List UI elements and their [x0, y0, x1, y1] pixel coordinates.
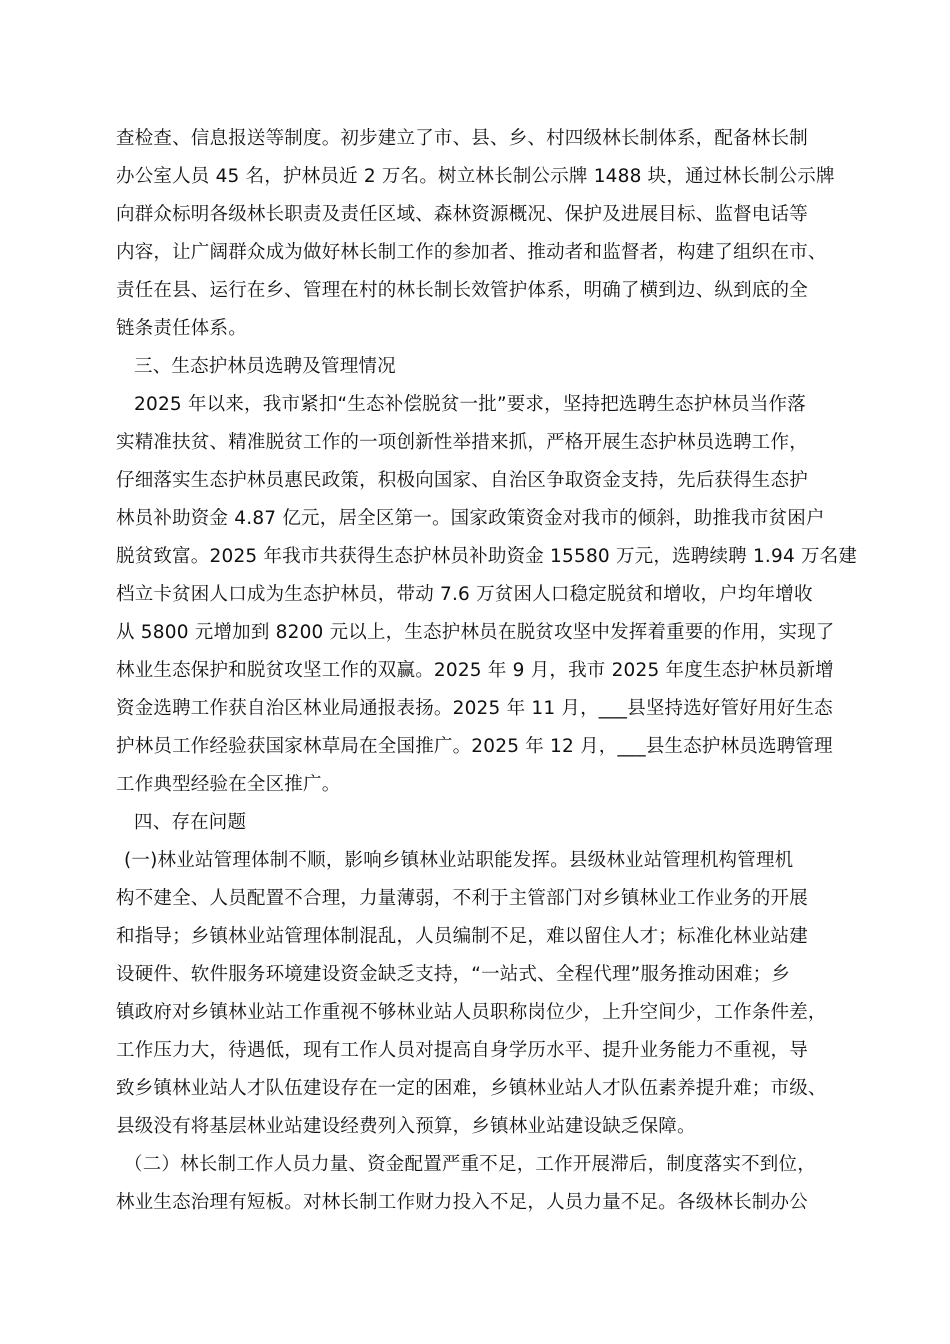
paragraph-line: 护林员工作经验获国家林草局在全国推广。2025 年 12 月，___县生态护林员选聘管理 — [116, 736, 833, 757]
paragraph-line: 链条责任体系。 — [116, 318, 247, 339]
paragraph-line: 查检查、信息报送等制度。初步建立了市、县、乡、村四级林长制体系，配备林长制 — [116, 128, 808, 149]
paragraph-line: 林员补助资金 4.87 亿元，居全区第一。国家政策资金对我市的倾斜，助推我市贫困户 — [116, 508, 825, 529]
subsection-heading-1: (一)林业站管理体制不顺，影响乡镇林业站职能发挥。县级林业站管理机构管理机 — [124, 850, 794, 871]
paragraph-line: 脱贫致富。2025 年我市共获得生态护林员补助资金 15580 万元，选聘续聘 1.94 万名建 — [116, 546, 858, 567]
paragraph-line: 工作压力大，待遇低，现有工作人员对提高自身学历水平、提升业务能力不重视，导 — [116, 1040, 808, 1061]
paragraph-line: 2025 年以来，我市紧扣“生态补偿脱贫一批”要求，坚持把选聘生态护林员当作落 — [134, 394, 806, 415]
paragraph-line: 县级没有将基层林业站建设经费列入预算，乡镇林业站建设缺乏保障。 — [116, 1116, 696, 1137]
paragraph-line: 设硬件、软件服务环境建设资金缺乏支持，“一站式、全程代理”服务推动困难；乡 — [116, 964, 791, 985]
paragraph-line: 从 5800 元增加到 8200 元以上，生态护林员在脱贫攻坚中发挥着重要的作用，实现了 — [116, 622, 835, 643]
paragraph-line: 实精准扶贫、精准脱贫工作的一项创新性举措来抓，严格开展生态护林员选聘工作， — [116, 432, 808, 453]
paragraph-line: 仔细落实生态护林员惠民政策，积极向国家、自治区争取资金支持，先后获得生态护 — [116, 470, 808, 491]
paragraph-line: 镇政府对乡镇林业站工作重视不够林业站人员职称岗位少，上升空间少，工作条件差， — [116, 1002, 827, 1023]
paragraph-line: 构不建全、人员配置不合理，力量薄弱，不利于主管部门对乡镇林业工作业务的开展 — [116, 888, 808, 909]
section-heading-3: 三、生态护林员选聘及管理情况 — [134, 356, 396, 377]
paragraph-line: 办公室人员 45 名，护林员近 2 万名。树立林长制公示牌 1488 块，通过林长制公示牌 — [116, 166, 835, 187]
paragraph-line: 林业生态保护和脱贫攻坚工作的双赢。2025 年 9 月，我市 2025 年度生态护林员新增 — [116, 660, 834, 681]
paragraph-line: 林业生态治理有短板。对林长制工作财力投入不足，人员力量不足。各级林长制办公 — [116, 1192, 808, 1213]
subsection-heading-2: （二）林长制工作人员力量、资金配置严重不足，工作开展滞后，制度落实不到位， — [124, 1154, 816, 1175]
paragraph-line: 档立卡贫困人口成为生态护林员，带动 7.6 万贫困人口稳定脱贫和增收，户均年增收 — [116, 584, 813, 605]
paragraph-line: 工作典型经验在全区推广。 — [116, 774, 341, 795]
paragraph-line: 内容，让广阔群众成为做好林长制工作的参加者、推动者和监督者，构建了组织在市、 — [116, 242, 827, 263]
section-heading-4: 四、存在问题 — [134, 812, 247, 833]
paragraph-line: 资金选聘工作获自治区林业局通报表扬。2025 年 11 月，___县坚持选好管好用好生态 — [116, 698, 833, 719]
paragraph-line: 和指导；乡镇林业站管理体制混乱，人员编制不足，难以留住人才；标准化林业站建 — [116, 926, 808, 947]
paragraph-line: 致乡镇林业站人才队伍建设存在一定的困难，乡镇林业站人才队伍素养提升难；市级、 — [116, 1078, 827, 1099]
paragraph-line: 向群众标明各级林长职责及责任区域、森林资源概况、保护及进展目标、监督电话等 — [116, 204, 808, 225]
paragraph-line: 责任在县、运行在乡、管理在村的林长制长效管护体系，明确了横到边、纵到底的全 — [116, 280, 808, 301]
